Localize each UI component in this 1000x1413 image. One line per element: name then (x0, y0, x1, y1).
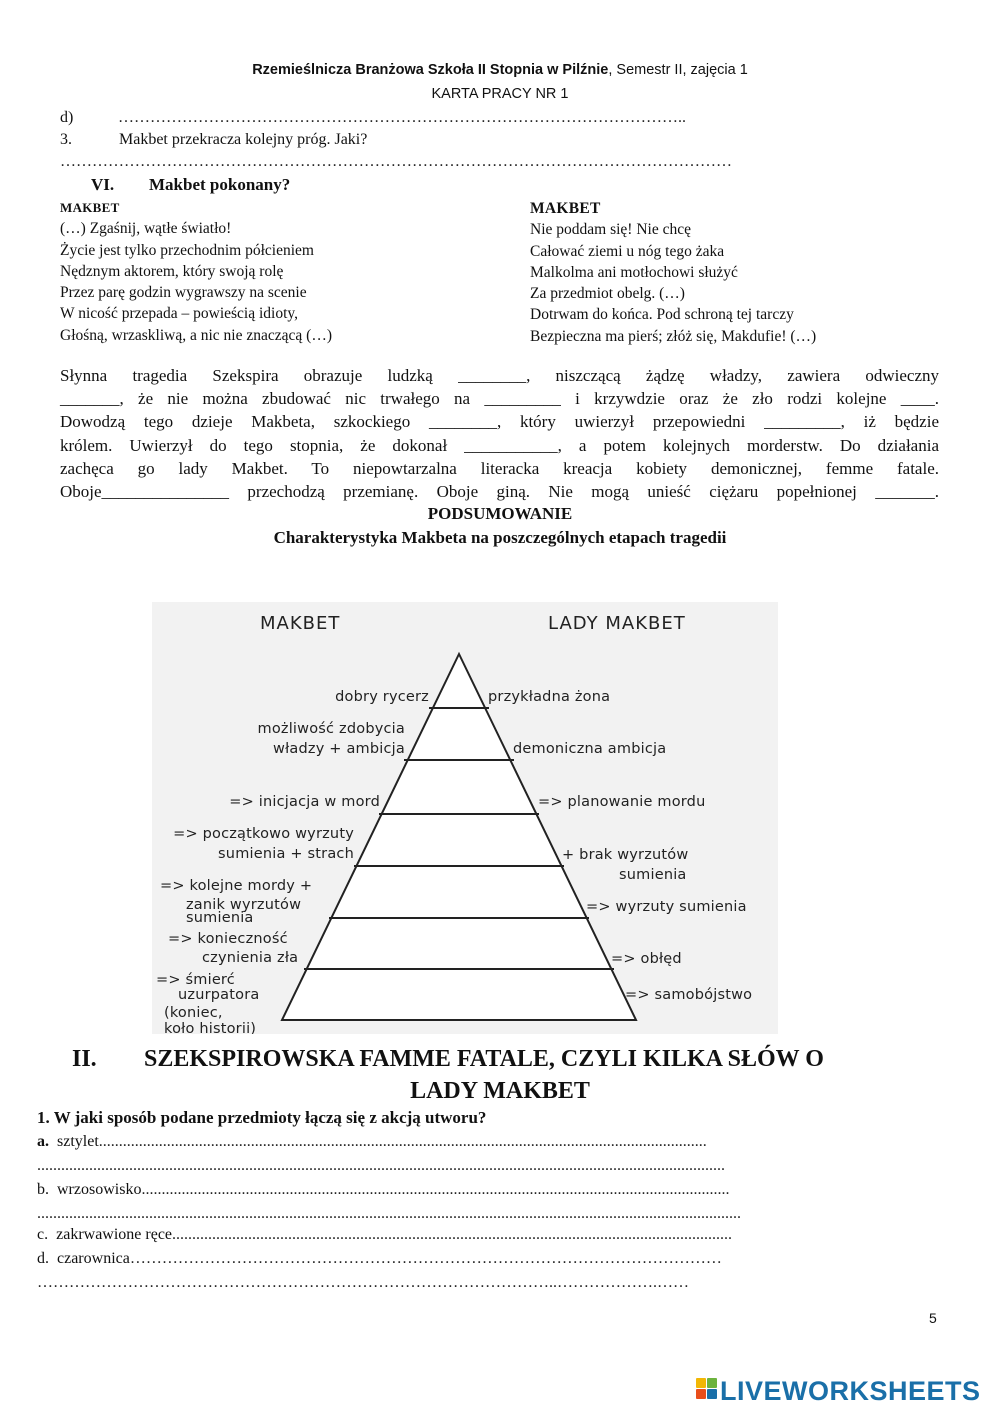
item-label: d. (37, 1250, 49, 1267)
logo-square (696, 1378, 706, 1388)
summary-title: PODSUMOWANIE (427, 504, 573, 523)
poem-line: W nicość przepada – powieścią idioty, (60, 305, 299, 323)
pyramid-left-label: (koniec, (164, 1005, 223, 1021)
pyramid-right-label: + brak wyrzutów (562, 847, 689, 863)
semester-info: , Semestr II, zajęcia 1 (608, 62, 748, 78)
item-text: sztylet (57, 1133, 99, 1150)
item-d-answer-line[interactable]: …………………………………………………………………………………………….. (118, 109, 686, 126)
answer-row-d[interactable] (37, 1250, 722, 1268)
item-d-label: d) (60, 109, 74, 126)
paragraph-line: Dowodzą tego dzieje Makbeta, szkockiego ________, który uwierzył przepowiedni _________, iż będzie (60, 412, 939, 432)
question-1: 1. W jaki sposób podane przedmioty łączą się z akcją utworu? (37, 1108, 487, 1127)
pyramid-left-label: => śmierć (156, 972, 235, 988)
question-3-text: Makbet przekracza kolejny próg. Jaki? (119, 131, 368, 148)
poem-right-speaker: MAKBET (530, 200, 601, 217)
pyramid-left-heading: MAKBET (260, 613, 341, 634)
section-ii-number: II. (72, 1046, 97, 1072)
answer-line[interactable]: ........................................................................................................................................................ (98, 1133, 707, 1150)
poem-line: Całować ziemi u nóg tego żaka (530, 242, 725, 260)
logo-square (707, 1378, 717, 1388)
section-ii-title-line2: LADY MAKBET (410, 1078, 590, 1104)
question-3-answer-line[interactable]: ……………………………………………………………………………………………………………… (60, 153, 732, 170)
item-text: czarownica (57, 1250, 130, 1267)
logo-square (707, 1389, 717, 1399)
answer-line[interactable]: ……………………………………………………………………………………..……………….…… (37, 1274, 689, 1291)
poem-right (530, 198, 816, 347)
pyramid-right-label: => wyrzuty sumienia (586, 899, 747, 915)
poem-line: Nędznym aktorem, który swoją rolę (60, 262, 284, 280)
pyramid-left-label: => początkowo wyrzuty (173, 826, 354, 842)
page-number: 5 (929, 1310, 937, 1326)
pyramid-left-label: czynienia zła (202, 950, 299, 966)
answer-line[interactable]: ................................................................................................................................................... (141, 1181, 730, 1198)
liveworksheets-logo[interactable] (696, 1376, 981, 1407)
pyramid-right-label: sumienia (619, 867, 687, 883)
answer-line[interactable]: ............................................................................................................................................ (172, 1226, 733, 1243)
item-label: c. (37, 1226, 49, 1243)
answer-row-a-continued[interactable] (37, 1157, 725, 1175)
pyramid-right-label: demoniczna ambicja (513, 741, 667, 757)
pyramid-left-label: => inicjacja w mord (229, 794, 380, 810)
poem-line: Przez parę godzin wygrawszy na scenie (60, 284, 307, 302)
pyramid-left-label: zanik wyrzutów (186, 897, 302, 913)
pyramid-left-label: możliwość zdobycia (257, 721, 405, 737)
section-ii-heading (72, 1046, 824, 1073)
answer-row-b-continued[interactable] (37, 1205, 741, 1223)
poem-line: (…) Zgaśnij, wątłe światło! (60, 220, 232, 238)
pyramid-left-label: uzurpatora (178, 987, 260, 1003)
item-label: a. (37, 1133, 49, 1150)
item-label: b. (37, 1181, 49, 1198)
poem-line: Życie jest tylko przechodnim półcieniem (60, 241, 314, 259)
logo-text: LIVEWORKSHEETS (720, 1376, 981, 1406)
pyramid-right-label: przykładna żona (488, 689, 611, 705)
poem-left (60, 197, 332, 346)
pyramid-left-label: władzy + ambicja (273, 741, 405, 757)
poem-left-speaker: MAKBET (60, 200, 120, 215)
poem-line: Bezpieczna ma pierś; złóż się, Makdufie! (…) (530, 327, 817, 345)
logo-square (696, 1389, 706, 1399)
answer-row-b[interactable] (37, 1181, 729, 1199)
pyramid-right-label: => planowanie mordu (538, 794, 706, 810)
section-vi-number: VI. (91, 175, 115, 194)
answer-row-d-continued[interactable] (37, 1274, 689, 1292)
answer-row-a[interactable] (37, 1133, 707, 1151)
pyramid-left-label: => konieczność (168, 931, 288, 947)
poem-line: Malkolma ani motłochowi służyć (530, 263, 738, 281)
paragraph-line: zachęca go lady Makbet. To niepowtarzalna literacka kreacja kobiety demonicznej, femme fatale. (60, 458, 939, 478)
document-header (0, 62, 1000, 78)
logo-icon (696, 1378, 718, 1402)
answer-line[interactable]: ............................................................................................................................................................................ (37, 1157, 725, 1174)
paragraph-line: _______, że nie można zbudować nic trwałego na _________ i krzywdzie oraz że zło rodzi kolejne ____. (60, 389, 939, 409)
section-ii-title-line1: SZEKSPIROWSKA FAMME FATALE, CZYLI KILKA SŁÓW O (144, 1046, 824, 1072)
pyramid-svg (152, 602, 778, 1034)
item-text: zakrwawione ręce (56, 1226, 173, 1243)
pyramid-left-label: dobry rycerz (335, 689, 429, 705)
pyramid-left-label: sumienia + strach (218, 846, 354, 862)
pyramid-left-label: koło historii) (164, 1021, 257, 1034)
pyramid-right-heading: LADY MAKBET (548, 613, 686, 634)
answer-line[interactable]: ................................................................................................................................................................................ (37, 1205, 741, 1222)
paragraph-line: królem. Uwierzył do tego stopnia, że dokonał ___________, a potem kolejnych morderstw. Do działania (60, 435, 939, 455)
summary-subtitle: Charakterystyka Makbeta na poszczególnych etapach tragedii (273, 528, 727, 547)
worksheet-title: KARTA PRACY NR 1 (431, 86, 569, 102)
paragraph-line: Oboje_______________ przechodzą przemianę. Oboje giną. Nie mogą unieść ciężaru popełnionej _______. (60, 481, 939, 501)
question-3-number: 3. (60, 131, 72, 148)
pyramid-diagram (152, 602, 778, 1034)
poem-line: Nie poddam się! Nie chcę (530, 221, 691, 239)
pyramid-right-label: => obłęd (611, 951, 682, 967)
section-vi-heading (91, 175, 290, 195)
answer-line[interactable]: ………………………………………………………………………………………………… (129, 1250, 722, 1267)
poem-line: Za przedmiot obelg. (…) (530, 285, 685, 303)
section-vi-title: Makbet pokonany? (149, 175, 291, 194)
school-name: Rzemieślnicza Branżowa Szkoła II Stopnia w Pilźnie (252, 62, 609, 78)
fill-in-paragraph[interactable] (60, 364, 939, 503)
pyramid-right-label: => samobójstwo (625, 987, 753, 1003)
poem-line: Głośną, wrzaskliwą, a nic nie znaczącą (…) (60, 326, 332, 344)
item-text: wrzosowisko (57, 1181, 142, 1198)
paragraph-line: Słynna tragedia Szekspira obrazuje ludzką ________, niszczącą żądzę władzy, zawiera odwieczny (60, 366, 939, 385)
answer-row-c[interactable] (37, 1226, 732, 1244)
pyramid-left-label: sumienia (186, 910, 254, 926)
poem-line: Dotrwam do końca. Pod schroną tej tarczy (530, 306, 794, 324)
pyramid-left-label: => kolejne mordy + (160, 878, 313, 894)
